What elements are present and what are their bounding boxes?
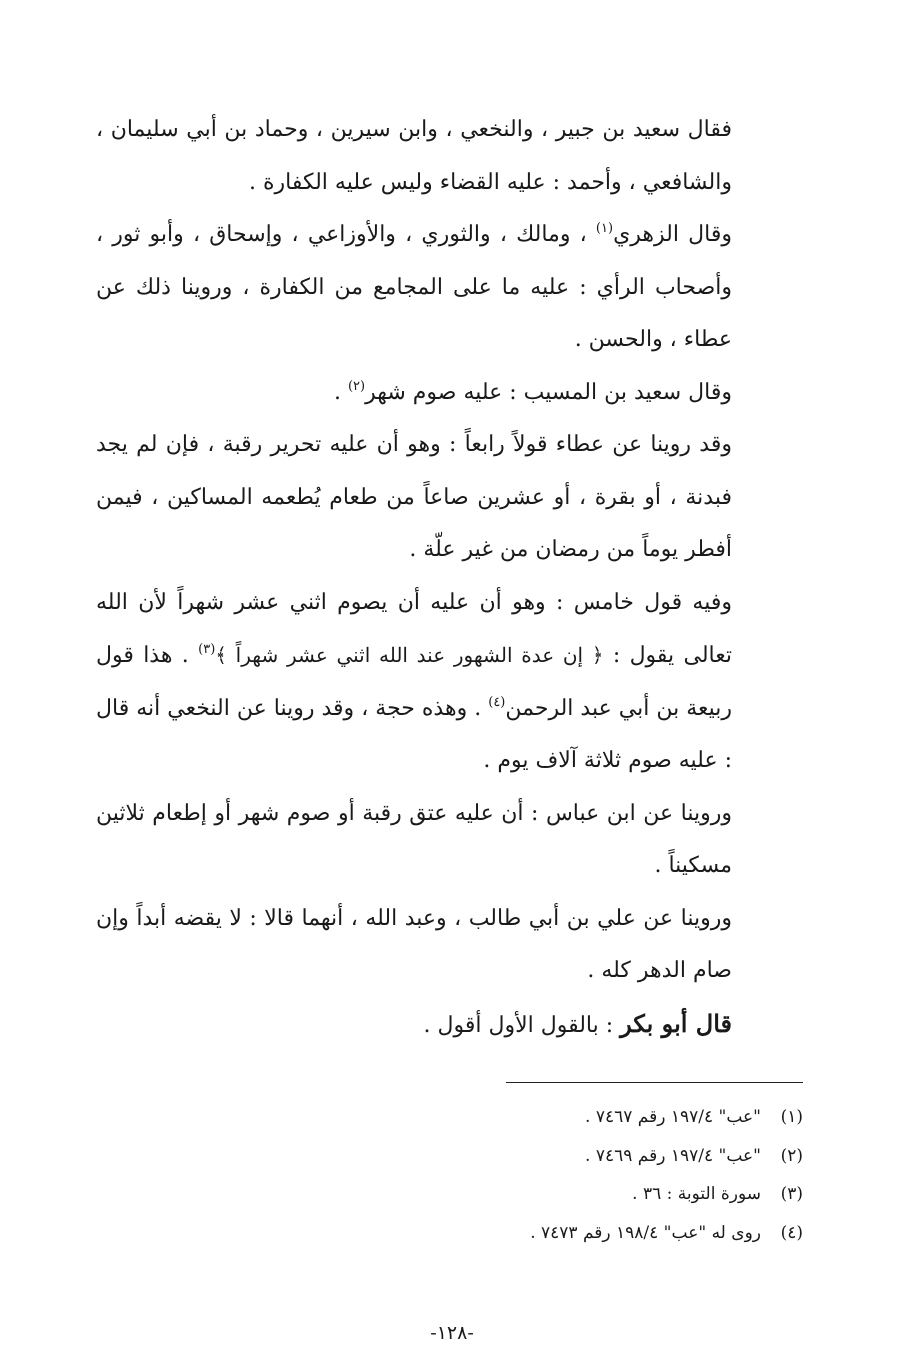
footnote-4 xyxy=(300,1214,803,1253)
paragraph-4: وقد روينا عن عطاء قولاً رابعاً : وهو أن عليه تحرير رقبة ، فإن لم يجد فبدنة ، أو بقرة ، أو عشرين صاعاً من طعام يُطعمه المساكين ، فيمن أفطر يوماً من رمضان من غير علّة . xyxy=(96,432,732,562)
footnote-text: روى له "عب" ١٩٨/٤ رقم ٧٤٧٣ . xyxy=(530,1222,761,1243)
paragraph-5-middle: . هذا قول ربيعة بن أبي عبد الرحمن xyxy=(96,643,732,721)
footnote-ref-1[interactable]: (١) xyxy=(595,221,614,236)
page-number: -١٢٨- xyxy=(430,1322,474,1344)
paragraph-3-rest: . xyxy=(333,379,348,405)
paragraph-5-start: وفيه قول خامس : وهو أن عليه أن يصوم اثني عشر شهراً لأن الله تعالى يقول : xyxy=(96,589,732,668)
paragraph-2-rest: ، ومالك ، والثوري ، والأوزاعي ، وإسحاق ، وأبو ثور ، وأصحاب الرأي : عليه ما على المجامع من الكفارة ، وروينا ذلك عن عطاء ، والحسن . xyxy=(96,222,732,352)
main-text xyxy=(96,104,732,1052)
paragraph-1: فقال سعيد بن جبير ، والنخعي ، وابن سيرين ، وحماد بن أبي سليمان ، والشافعي ، وأحمد : عليه القضاء وليس عليه الكفارة . xyxy=(96,117,732,195)
footnote-divider xyxy=(506,1082,803,1083)
paragraph-5-rest: . وهذه حجة ، وقد روينا عن النخعي أنه قال : عليه صوم ثلاثة آلاف يوم . xyxy=(96,695,732,773)
footnote-ref-2[interactable]: (٢) xyxy=(347,378,366,394)
paragraph-8-rest: : بالقول الأول أقول . xyxy=(423,1012,621,1038)
footnote-number: (٤) xyxy=(780,1222,803,1243)
quran-verse: ﴿ إن عدة الشهور عند الله اثني عشر شهراً ﴾ xyxy=(215,643,604,667)
footnote-number: (١) xyxy=(780,1107,803,1127)
paragraph-5 xyxy=(96,577,732,788)
footnote-ref-4[interactable]: (٤) xyxy=(488,694,506,710)
footnote-text: "عب" ١٩٧/٤ رقم ٧٤٦٩ . xyxy=(585,1145,761,1166)
footnote-number: (٣) xyxy=(780,1184,803,1204)
paragraph-2-start: وقال الزهري xyxy=(613,222,732,247)
paragraph-3 xyxy=(96,367,732,420)
footnote-ref-3[interactable]: (٣) xyxy=(198,642,216,657)
footnote-1 xyxy=(300,1098,803,1137)
footnote-3 xyxy=(300,1175,803,1214)
footnote-number: (٢) xyxy=(780,1145,803,1166)
footnotes xyxy=(300,1098,803,1252)
paragraph-3-start: وقال سعيد بن المسيب : عليه صوم شهر xyxy=(365,379,732,405)
footnote-2 xyxy=(300,1137,803,1176)
footnote-text: "عب" ١٩٧/٤ رقم ٧٤٦٧ . xyxy=(585,1107,761,1127)
paragraph-7: وروينا عن علي بن أبي طالب ، وعبد الله ، أنهما قالا : لا يقضه أبداً وإن صام الدهر كله . xyxy=(96,905,732,983)
author-lead: قال أبو بكر xyxy=(620,1008,732,1038)
footnote-text: سورة التوبة : ٣٦ . xyxy=(632,1184,761,1204)
paragraph-8 xyxy=(96,998,732,1053)
paragraph-2 xyxy=(96,209,732,367)
paragraph-6: وروينا عن ابن عباس : أن عليه عتق رقبة أو صوم شهر أو إطعام ثلاثين مسكيناً . xyxy=(96,800,732,878)
